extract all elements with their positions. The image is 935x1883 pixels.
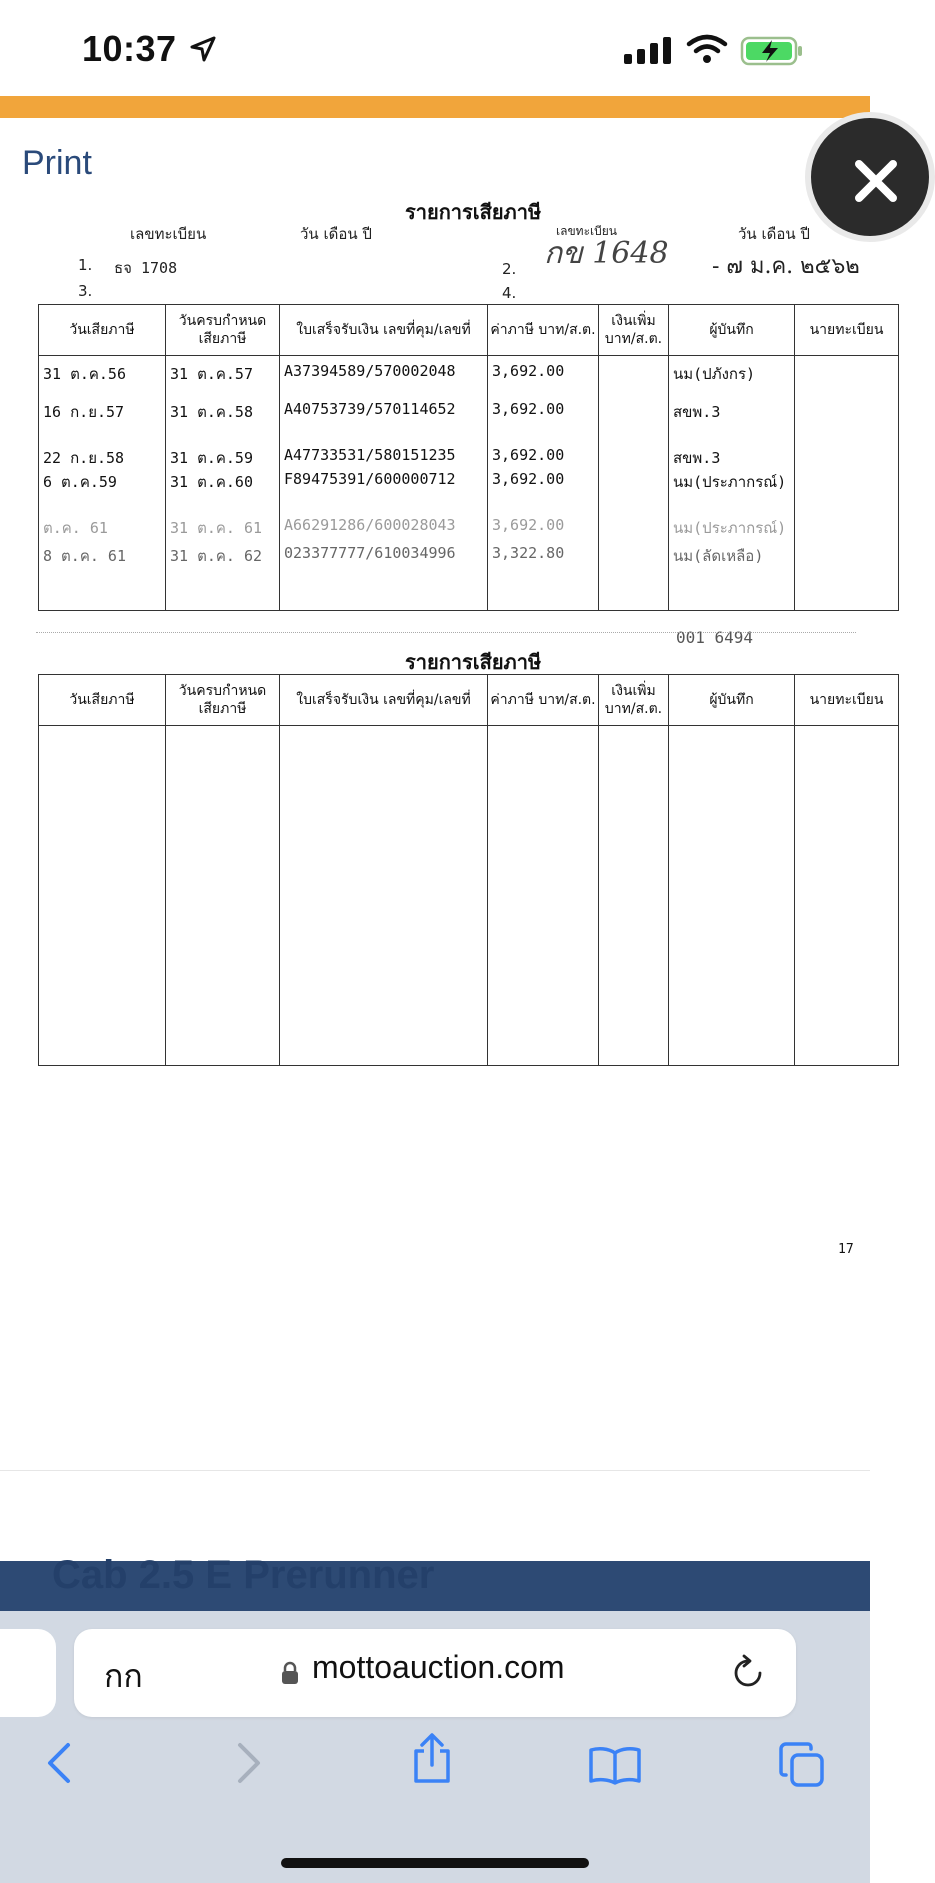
battery-charging-icon (740, 36, 806, 66)
table-row (39, 470, 899, 516)
col-header-registrar: นายทะเบียน (795, 305, 899, 356)
cell-paid: 6 ต.ค.59 (39, 470, 166, 516)
address-bar[interactable] (74, 1629, 796, 1717)
cell-due: 31 ต.ค.60 (166, 470, 280, 516)
cell-surcharge (599, 470, 669, 516)
bookmarks-icon[interactable] (588, 1745, 642, 1785)
close-icon (851, 156, 901, 206)
cell-surcharge (599, 386, 669, 428)
cell-registrar (795, 516, 899, 544)
cell-receipt: A47733531/580151235 (280, 428, 488, 470)
cell-registrar (795, 428, 899, 470)
col-header-due-date: วันครบกำหนด เสียภาษี (166, 305, 280, 356)
col-header-paid-date: วันเสียภาษี (39, 305, 166, 356)
lock-icon (280, 1661, 300, 1685)
cell-surcharge (599, 428, 669, 470)
tax-ledger-table-bottom (38, 674, 899, 1066)
col-header-recorder: ผู้บันทึก (669, 675, 795, 726)
cell-tax: 3,322.80 (488, 544, 599, 610)
status-time: 10:37 (82, 28, 177, 69)
home-indicator[interactable] (281, 1858, 589, 1868)
document-title-top: รายการเสียภาษี (405, 200, 542, 224)
cell-paid: 8 ต.ค. 61 (39, 544, 166, 610)
previous-tab-address-bar[interactable] (0, 1629, 56, 1717)
wifi-icon (686, 34, 728, 64)
page-number: 17 (838, 1242, 854, 1257)
cell-surcharge (599, 516, 669, 544)
cell-tax: 3,692.00 (488, 356, 599, 387)
col-header-receipt: ใบเสร็จรับเงิน เลขที่คุม/เลขที่ (280, 305, 488, 356)
cell-recorder: นม(ประภากรณ์) (669, 470, 795, 516)
location-arrow-icon (190, 36, 216, 62)
handwritten-registration: กข 1648 (544, 236, 669, 271)
date-label-1: วัน เดือน ปี (300, 225, 372, 243)
cell-due: 31 ต.ค.57 (166, 356, 280, 387)
cell-tax: 3,692.00 (488, 386, 599, 428)
close-button[interactable] (805, 112, 935, 242)
cell-tax: 3,692.00 (488, 516, 599, 544)
cell-due: 31 ต.ค.59 (166, 428, 280, 470)
col-header-surcharge: เงินเพิ่ม บาท/ส.ต. (599, 675, 669, 726)
share-icon[interactable] (410, 1733, 454, 1785)
cell-surcharge (599, 544, 669, 610)
handwritten-date: - ๗ ม.ค. ๒๕๖๒ (712, 254, 860, 279)
cell-recorder: สขพ.3 (669, 428, 795, 470)
back-icon[interactable] (44, 1741, 74, 1785)
table-row (39, 516, 899, 544)
cell-due: 31 ต.ค. 61 (166, 516, 280, 544)
cell-registrar (795, 470, 899, 516)
cell-receipt: A37394589/570002048 (280, 356, 488, 387)
col-header-paid-date: วันเสียภาษี (39, 675, 166, 726)
print-link[interactable]: Print (22, 144, 92, 182)
cell-surcharge (599, 356, 669, 387)
col-header-registrar: นายทะเบียน (795, 675, 899, 726)
reg-no-label-2: เลขทะเบียน (556, 224, 617, 238)
listing-title-banner (0, 1553, 870, 1611)
table-row-empty (39, 726, 899, 1066)
cell-paid: 16 ก.ย.57 (39, 386, 166, 428)
url-text[interactable]: mottoauction.com (312, 1649, 565, 1685)
document-title-bottom: รายการเสียภาษี (405, 650, 542, 674)
col-header-due-date: วันครบกำหนด เสียภาษี (166, 675, 280, 726)
status-bar (0, 0, 870, 96)
col-header-receipt: ใบเสร็จรับเงิน เลขที่คุม/เลขที่ (280, 675, 488, 726)
table-row (39, 544, 899, 610)
table-row (39, 428, 899, 470)
cell-due: 31 ต.ค.58 (166, 386, 280, 428)
forward-icon[interactable] (234, 1741, 264, 1785)
cell-registrar (795, 544, 899, 610)
cell-tax: 3,692.00 (488, 470, 599, 516)
entry-number-3: 3. (78, 282, 93, 300)
cell-paid: 22 ก.ย.58 (39, 428, 166, 470)
cell-recorder: สขพ.3 (669, 386, 795, 428)
tax-ledger-table-top (38, 304, 899, 611)
cell-receipt: A66291286/600028043 (280, 516, 488, 544)
cell-receipt: 023377777/610034996 (280, 544, 488, 610)
entry-number-4: 4. (502, 284, 517, 302)
reload-icon[interactable] (730, 1653, 766, 1691)
cell-paid: ต.ค. 61 (39, 516, 166, 544)
table-row (39, 356, 899, 387)
date-label-2: วัน เดือน ปี (738, 225, 810, 243)
col-header-tax: ค่าภาษี บาท/ส.ต. (488, 305, 599, 356)
entry-number-1: 1. (78, 256, 93, 274)
entry-number-2: 2. (502, 260, 517, 278)
content-divider (0, 1470, 870, 1471)
reg-value-1: ธจ 1708 (114, 259, 178, 277)
col-header-tax: ค่าภาษี บาท/ส.ต. (488, 675, 599, 726)
scan-separator (36, 632, 856, 633)
reg-no-label: เลขทะเบียน (130, 225, 207, 243)
tabs-icon[interactable] (778, 1741, 826, 1789)
col-header-surcharge: เงินเพิ่ม บาท/ส.ต. (599, 305, 669, 356)
cell-registrar (795, 386, 899, 428)
cell-recorder: นม(ประภากรณ์) (669, 516, 795, 544)
stray-scan-mark: 001 6494 (676, 628, 754, 647)
cell-registrar (795, 356, 899, 387)
cell-recorder: นม(ปภังกร) (669, 356, 795, 387)
cell-recorder: นม(ลัดเหลือ) (669, 544, 795, 610)
site-accent-bar (0, 96, 870, 118)
cell-receipt: F89475391/600000712 (280, 470, 488, 516)
cell-due: 31 ต.ค. 62 (166, 544, 280, 610)
cell-paid: 31 ต.ค.56 (39, 356, 166, 387)
table-row (39, 386, 899, 428)
browser-toolbar (0, 1611, 870, 1883)
col-header-recorder: ผู้บันทึก (669, 305, 795, 356)
cell-receipt: A40753739/570114652 (280, 386, 488, 428)
listing-title: Cab 2.5 E Prerunner (52, 1553, 435, 1597)
cell-tax: 3,692.00 (488, 428, 599, 470)
text-size-button[interactable]: กก (104, 1657, 143, 1695)
cellular-signal-icon (624, 36, 671, 64)
